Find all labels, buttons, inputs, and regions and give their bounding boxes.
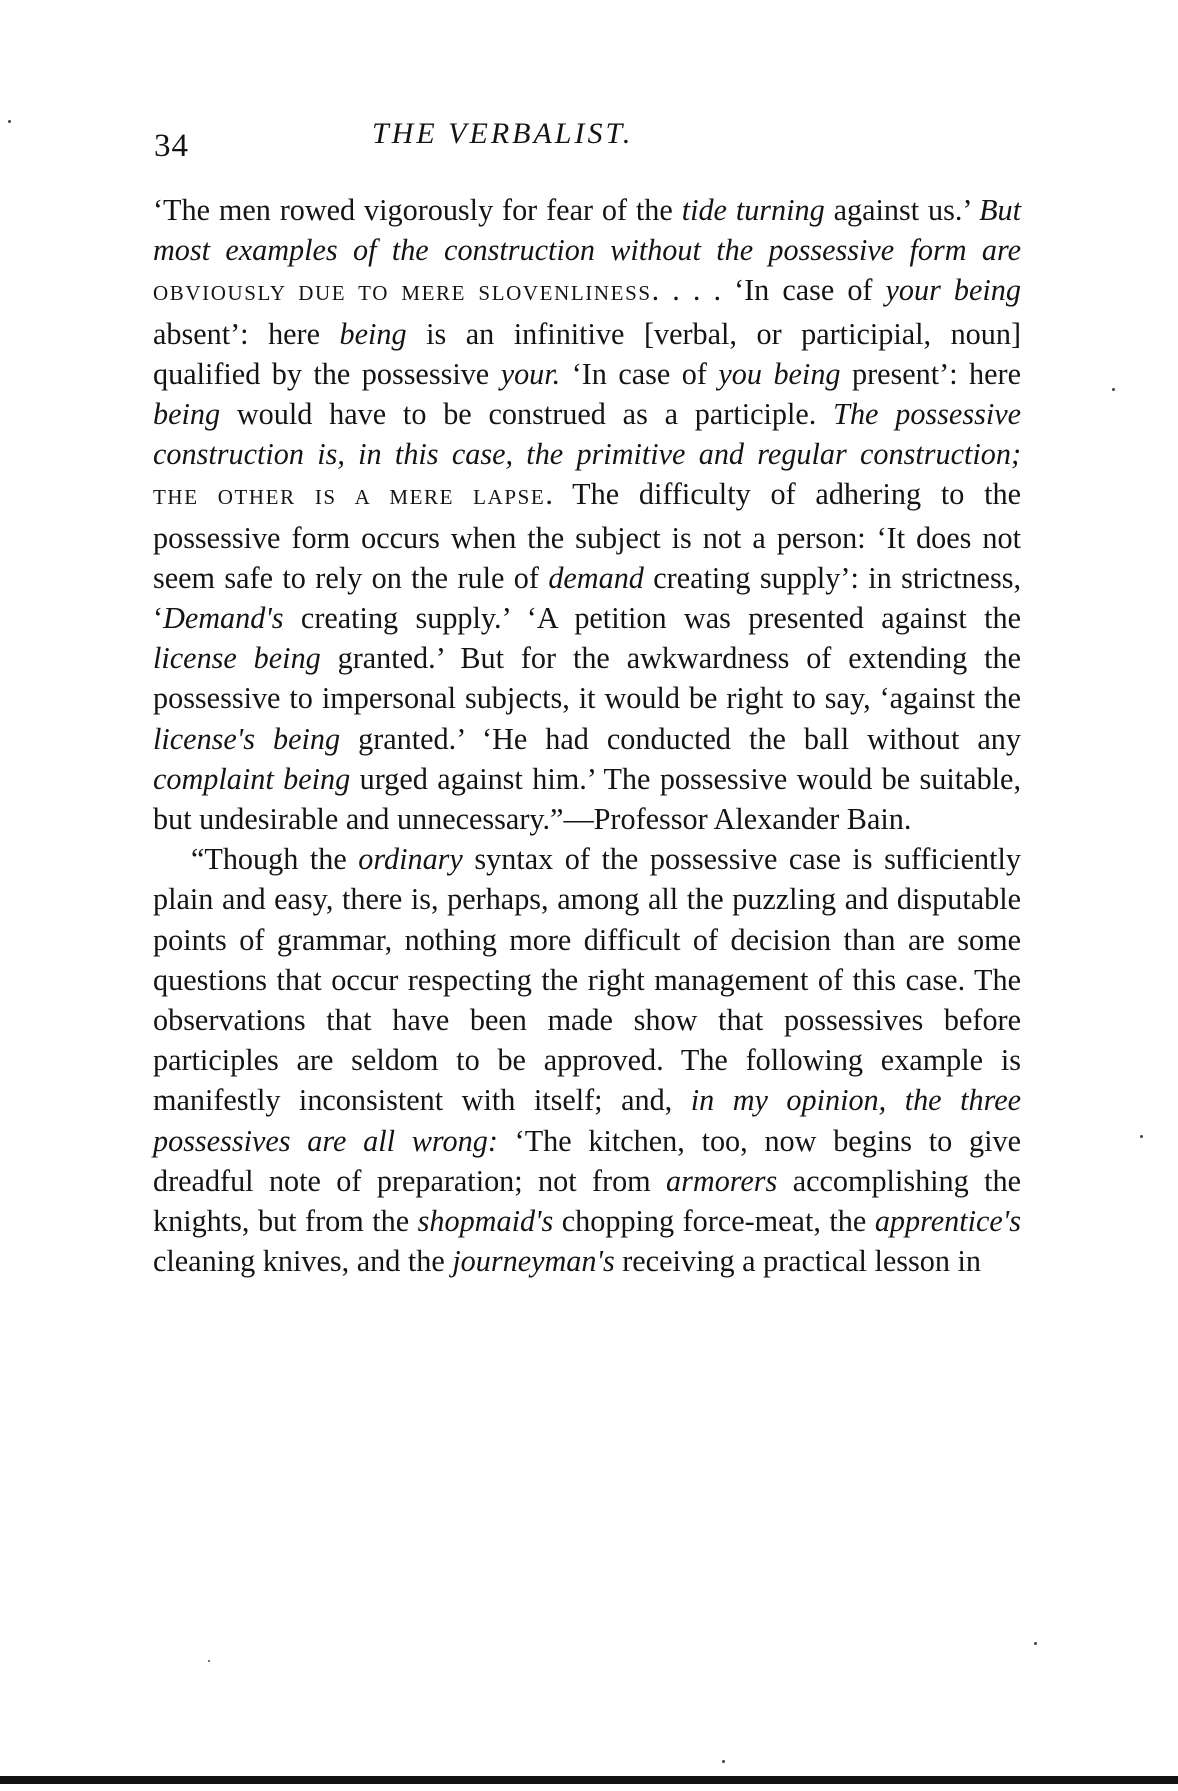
italic-phrase: Demand's xyxy=(163,601,284,636)
small-caps-phrase: OBVIOUSLY DUE TO MERE SLOVENLINESS xyxy=(153,281,652,306)
text-run: creating supply’: in strictness, ‘ xyxy=(153,560,1021,636)
italic-phrase: apprentice's xyxy=(874,1204,1021,1239)
text-run: chopping force-meat, the xyxy=(553,1204,875,1239)
italic-phrase: license being xyxy=(153,641,321,676)
italic-phrase: ordinary xyxy=(358,842,463,877)
text-run: syntax of the possessive case is sufficiently plain and easy, there is, perhaps, among all the puzzling and disputable points of grammar, nothing more difficult of decision than are some questions that occur respecting the right management of this case. The observations that have been made show that possessives before participles are seldom to be approved. The following example is manifestly inconsistent with itself; and, xyxy=(153,842,1022,1118)
italic-phrase: complaint being xyxy=(153,761,351,796)
text-run: accomplishing the knights, but from the xyxy=(153,1163,1021,1239)
text-run: receiving a practical lesson in xyxy=(614,1244,981,1279)
text-run: ‘The kitchen, too, now begins to give dreadful note of preparation; not from xyxy=(153,1123,1022,1198)
italic-phrase: shopmaid's xyxy=(417,1204,554,1239)
text-run: . . . . ‘In case of xyxy=(651,273,886,308)
paragraph-possessive-syntax xyxy=(153,839,1021,1281)
italic-phrase: being xyxy=(339,316,407,351)
text-run: absent’: here xyxy=(153,316,340,351)
scan-speck xyxy=(208,1660,210,1662)
small-caps-phrase: THE OTHER IS A MERE LAPSE xyxy=(153,485,546,510)
text-run: creating supply.’ ‘A petition was presented against the xyxy=(283,601,1021,636)
text-run: granted.’ But for the awkwardness of extending the possessive to impersonal subjects, it would be right to say, ‘against the xyxy=(153,641,1022,716)
italic-phrase: your. xyxy=(500,356,561,391)
italic-phrase: being xyxy=(153,397,221,432)
text-run: ‘In case of xyxy=(560,356,719,391)
text-run: cleaning knives, and the xyxy=(153,1244,453,1279)
italic-phrase: in my opinion, the three possessives are all wrong: xyxy=(153,1083,1021,1158)
text-run: . The difficulty of adhering to the possessive form occurs when the subject is not a person: ‘It does not seem safe to rely on the rule of xyxy=(153,477,1021,595)
italic-phrase: The possessive construction is, in this case, the primitive and regular construction; xyxy=(153,397,1021,472)
text-run: present’: here xyxy=(840,356,1022,391)
page-number: 34 xyxy=(154,128,189,164)
text-run: granted.’ ‘He had conducted the ball without any xyxy=(340,721,1021,756)
italic-phrase: armorers xyxy=(666,1163,778,1198)
italic-phrase: But most examples of the construction without the possessive form are xyxy=(153,193,1021,268)
italic-phrase: license's being xyxy=(153,721,341,756)
italic-phrase: demand xyxy=(548,560,644,595)
italic-phrase: your being xyxy=(885,273,1021,308)
paragraph-bain-quote xyxy=(153,190,1021,839)
scan-speck xyxy=(1140,1135,1143,1138)
bottom-rule xyxy=(0,1776,1178,1784)
italic-phrase: tide turning xyxy=(681,193,825,227)
italic-phrase: you being xyxy=(718,356,841,391)
text-run: against us.’ xyxy=(824,193,980,227)
text-run: would have to be construed as a participle. xyxy=(220,397,834,432)
running-title: THE VERBALIST. xyxy=(372,117,634,150)
text-run: urged against him.’ The possessive would be suitable, but undesirable and unnecessary.”—Professor Alexander Bain. xyxy=(153,761,1021,837)
scan-speck xyxy=(1112,388,1115,391)
text-run: ‘The men rowed vigorously for fear of the xyxy=(153,193,682,227)
scan-speck xyxy=(722,1760,725,1763)
scan-speck xyxy=(8,120,11,123)
text-run: is an infinitive [verbal, or participial, noun] qualified by the possessive xyxy=(153,316,1021,391)
italic-phrase: journeyman's xyxy=(452,1244,615,1279)
body-text xyxy=(153,190,1021,1281)
text-run: “Though the xyxy=(191,842,359,877)
scan-speck xyxy=(1034,1642,1037,1645)
